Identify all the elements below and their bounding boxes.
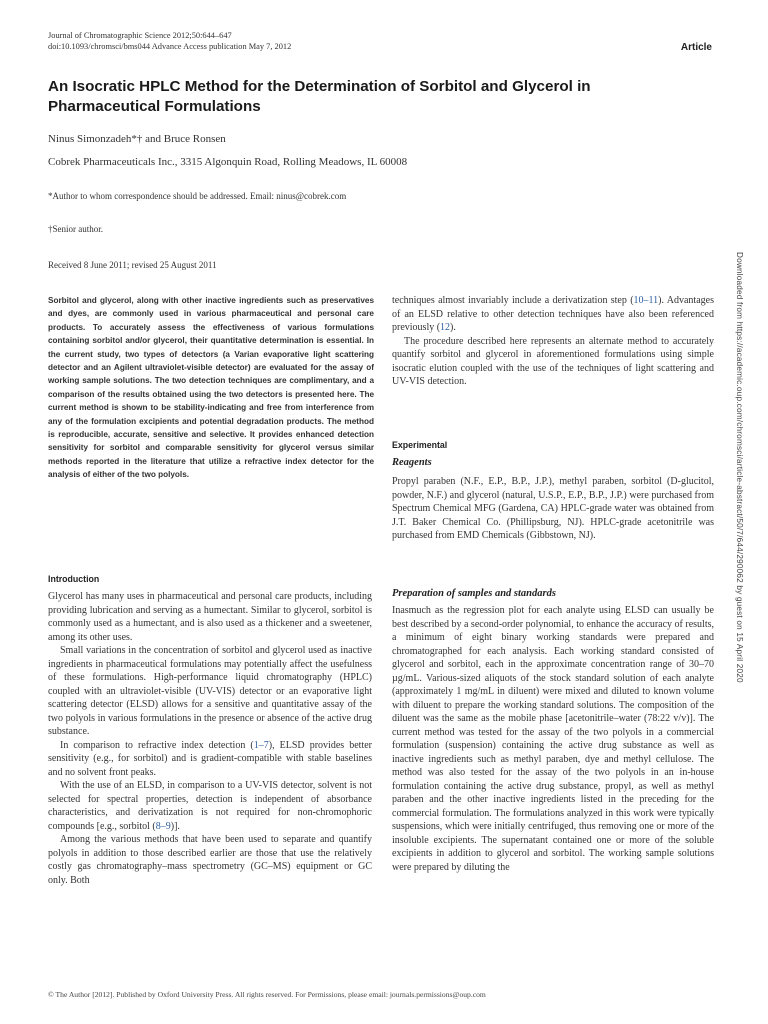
intro-p3-text-b: ), ELSD provides better sensitivity (e.g., for sorbitol) and is gradient-compatible with stable baselines and no solvent front peaks. <box>48 739 372 778</box>
intro-p3-text-a: In comparison to refractive index detection ( <box>60 739 254 751</box>
doi-line: doi:10.1093/chromsci/bms044 Advance Access publication May 7, 2012 <box>48 42 292 51</box>
right-p1-text-c: ). <box>450 322 456 333</box>
journal-citation: Journal of Chromatographic Science 2012;50:644–647 <box>48 31 232 40</box>
intro-p4-text-a: With the use of an ELSD, in comparison to a UV-VIS detector, solvent is not selected for spectral properties, detection is independent of absorbance characteristics, and derivatization is not required for non-chromophoric compounds [e.g., sorbitol ( <box>48 780 372 832</box>
download-watermark-text: Downloaded from https://academic.oup.com/chromsci/article-abstract/50/7/644/290062 by guest on 15 April 2020 <box>735 252 744 683</box>
preparation-heading: Preparation of samples and standards <box>392 588 556 599</box>
affiliation: Cobrek Pharmaceuticals Inc., 3315 Algonquin Road, Rolling Meadows, IL 60008 <box>48 156 408 168</box>
citation-link-8-9[interactable]: 8–9 <box>155 820 171 832</box>
right-paragraph-2: The procedure described here represents an alternate method to accurately quantify sorbitol and glycerol in aforementioned formulations using simple isocratic elution coupled with the use of the techniques of light scattering and UV-VIS detection. <box>392 335 714 387</box>
article-type-label: Article <box>680 42 712 53</box>
journal-meta <box>48 30 291 52</box>
authors: Ninus Simonzadeh*† and Bruce Ronsen <box>48 133 226 145</box>
right-column-intro-continued <box>392 294 714 389</box>
abstract: Sorbitol and glycerol, along with other inactive ingredients such as preservatives and dyes, are commonly used in various pharmaceutical and personal care products. To accurately assess the effectiveness of various formulations containing sorbitol and/or glycerol, their quantitative determination is essential. In the current study, two types of detectors (a Varian evaporative light scattering detector and an Agilent ultraviolet-visible detector) are evaluated for the assay of working sample solutions. The two detection techniques are complimentary, and a comparison of the results obtained using the two detectors is presented here. The current method is shown to be stability-indicating and free from interference from any of the formulation excipients and potential degradation products. The method is reproducible, accurate, sensitive and selective. It provides enhanced detection sensitivity for sorbitol and comparable sensitivity for glycerol versus similar methods reported in the literature that utilize a refractive index detector for the analysis of either of the two polyols. <box>48 296 374 480</box>
preparation-body <box>392 604 714 874</box>
intro-p4-text-b: )]. <box>170 820 180 832</box>
corresponding-author-footnote: *Author to whom correspondence should be addressed. Email: ninus@cobrek.com <box>48 191 347 201</box>
experimental-heading: Experimental <box>392 440 448 450</box>
reagents-paragraph: Propyl paraben (N.F., E.P., B.P., J.P.), methyl paraben, sorbitol (D-glucitol, powder, N.F.) and glycerol (natural, U.S.P., E.P., B.P., J.P.) were purchased from Spectrum Chemical MFG (Gardena, CA) HPLC-grade water was obtained from J.T. Baker Chemical Co. (Phillipsburg, NJ). HPLC-grade acetonitrile was purchased from EMD Chemicals (Gibbstown, NJ). <box>392 476 714 541</box>
introduction-body <box>48 590 372 887</box>
intro-paragraph-4 <box>48 779 372 833</box>
intro-paragraph-2: Small variations in the concentration of sorbitol and glycerol used as inactive ingredients in pharmaceutical formulations may potentially affect the usefulness of these formulations. High-performance liquid chromatography (HPLC) coupled with an ultraviolet-visible (UV-VIS) detector or an evaporative light scattering detector (ELSD) allows for a sensitive and quantitative assay of the two polyols in various formulations in the presence or absence of the active drug substance. <box>48 645 372 737</box>
copyright-footer: © The Author [2012]. Published by Oxford University Press. All rights reserved. For Permissions, please email: journals.permissions@oup.com <box>48 990 486 999</box>
right-p1-text-b: ). Advantages of an ELSD relative to other detection techniques have also been referenced previously ( <box>392 295 714 333</box>
received-dates: Received 8 June 2011; revised 25 August 2011 <box>48 260 217 270</box>
intro-paragraph-5: Among the various methods that have been used to separate and quantify polyols in addition to those described earlier are those that use the relatively costly gas chromatography–mass spectrometry (GC–MS) equipment or GC only. Both <box>48 834 372 886</box>
right-p1-text-a: techniques almost invariably include a derivatization step ( <box>392 295 634 306</box>
preparation-paragraph: Inasmuch as the regression plot for each analyte using ELSD can usually be best described by a second-order polynomial, to enhance the accuracy of results, a minimum of eight binary working standards were prepared and chromatographed for each analysis. Each working standard consisted of glycerol and sorbitol, each in the approximate concentration range of 30–70 µg/mL. Various-sized aliquots of the stock standard solution of each analyte (approximately 1 mg/mL in diluent) were mixed and diluted to known volume with diluent to prepare the working standard solutions. The composition of the diluent was the same as the mobile phase [acetonitrile–water (78:22 v/v)]. The current method was tested for the assay of the two polyols in a commercial formulation (suspension) containing the active drug substance as well as inactive ingredients such as methyl paraben, dye and methyl cellulose. The method was also tested for the assay of the two polyols in an in-house formulation containing the active drug substance, propyl, as well as methyl paraben and the other inactive ingredients listed in the preceding for the commercial formulation. The formulations analyzed in this work were typically suspensions, which were initially centrifuged, thus removing one or more of the insoluble excipients. The supernatant contained one or more of the soluble excipients in addition to glycerol and sorbitol. The working sample solutions were prepared by diluting the <box>392 605 714 873</box>
intro-paragraph-3 <box>48 739 372 780</box>
intro-paragraph-1: Glycerol has many uses in pharmaceutical and personal care products, including providing lubrication and serving as a humectant. Similar to glycerol, sorbitol is commonly used as a humectant, and is also used as a thickener and a sweetener, among its other uses. <box>48 591 372 643</box>
right-paragraph-1 <box>392 294 714 335</box>
senior-author-footnote: †Senior author. <box>48 224 103 234</box>
introduction-heading: Introduction <box>48 574 100 584</box>
citation-link-12[interactable]: 12 <box>440 322 451 333</box>
download-watermark-sidebar <box>731 252 745 772</box>
citation-link-1-7[interactable]: 1–7 <box>253 739 269 751</box>
reagents-body <box>392 475 714 543</box>
paper-title: An Isocratic HPLC Method for the Determination of Sorbitol and Glycerol in Pharmaceutical Formulations <box>48 78 591 115</box>
reagents-heading: Reagents <box>392 457 432 468</box>
citation-link-10-11[interactable]: 10–11 <box>633 295 659 306</box>
